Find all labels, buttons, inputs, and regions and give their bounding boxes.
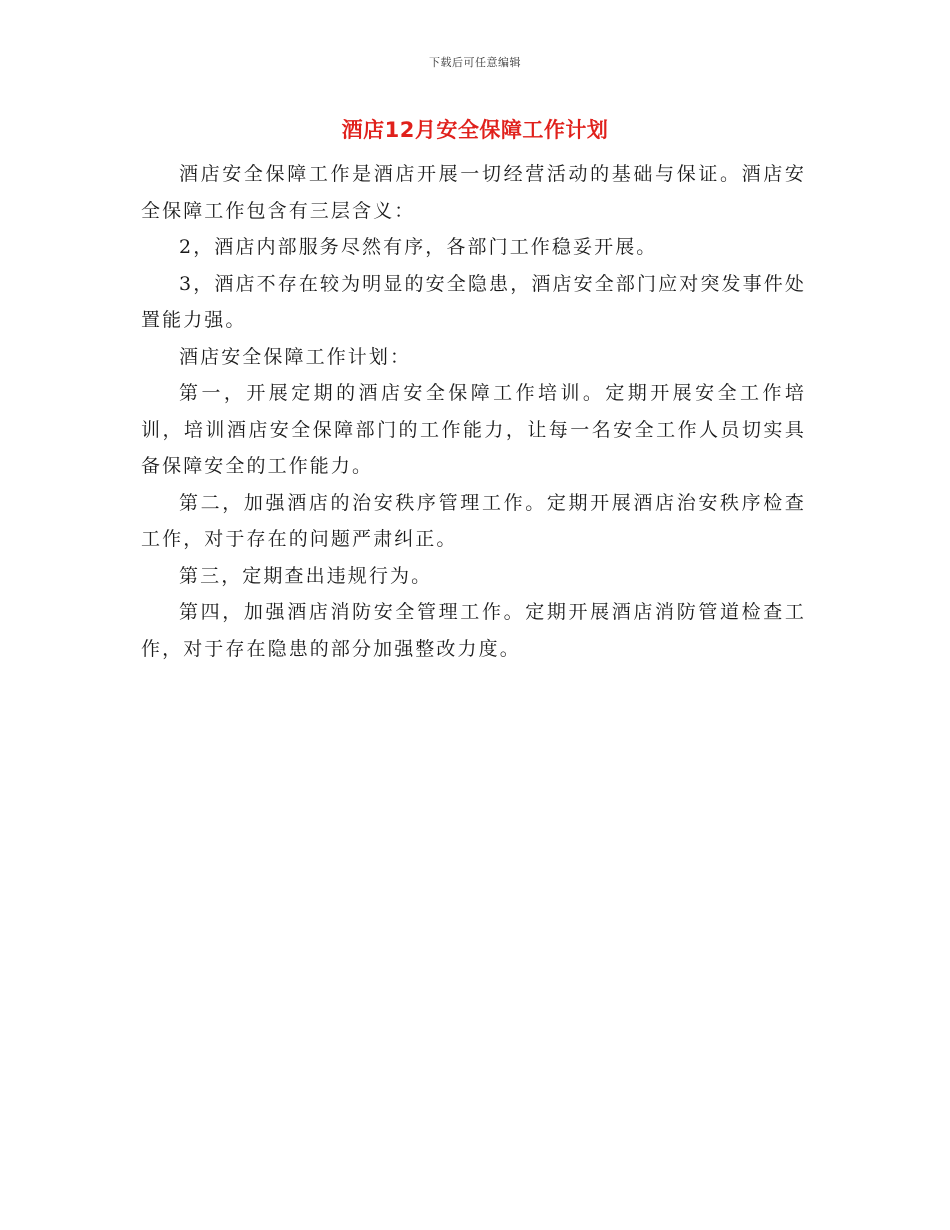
paragraph-point-3: 3，酒店不存在较为明显的安全隐患，酒店安全部门应对突发事件处置能力强。: [141, 272, 806, 331]
paragraph-plan-first: 第一，开展定期的酒店安全保障工作培训。定期开展安全工作培训，培训酒店安全保障部门的工作能力，让每一名安全工作人员切实具备保障安全的工作能力。: [141, 382, 806, 477]
paragraph-plan-second: 第二，加强酒店的治安秩序管理工作。定期开展酒店治安秩序检查工作，对于存在的问题严肃纠正。: [141, 491, 806, 550]
paragraph-plan-third: 第三，定期查出违规行为。: [179, 564, 433, 587]
page-header-note: 下载后可任意编辑: [429, 56, 521, 69]
paragraph-intro: 酒店安全保障工作是酒店开展一切经营活动的基础与保证。酒店安全保障工作包含有三层含义：: [141, 163, 806, 222]
document-title: 酒店12月安全保障工作计划: [341, 118, 609, 142]
paragraph-plan-fourth: 第四，加强酒店消防安全管理工作。定期开展酒店消防管道检查工作，对于存在隐患的部分加强整改力度。: [141, 601, 806, 660]
paragraph-point-2: 2，酒店内部服务尽然有序，各部门工作稳妥开展。: [179, 236, 658, 258]
paragraph-plan-heading: 酒店安全保障工作计划：: [179, 345, 412, 368]
document-body: [141, 156, 806, 667]
